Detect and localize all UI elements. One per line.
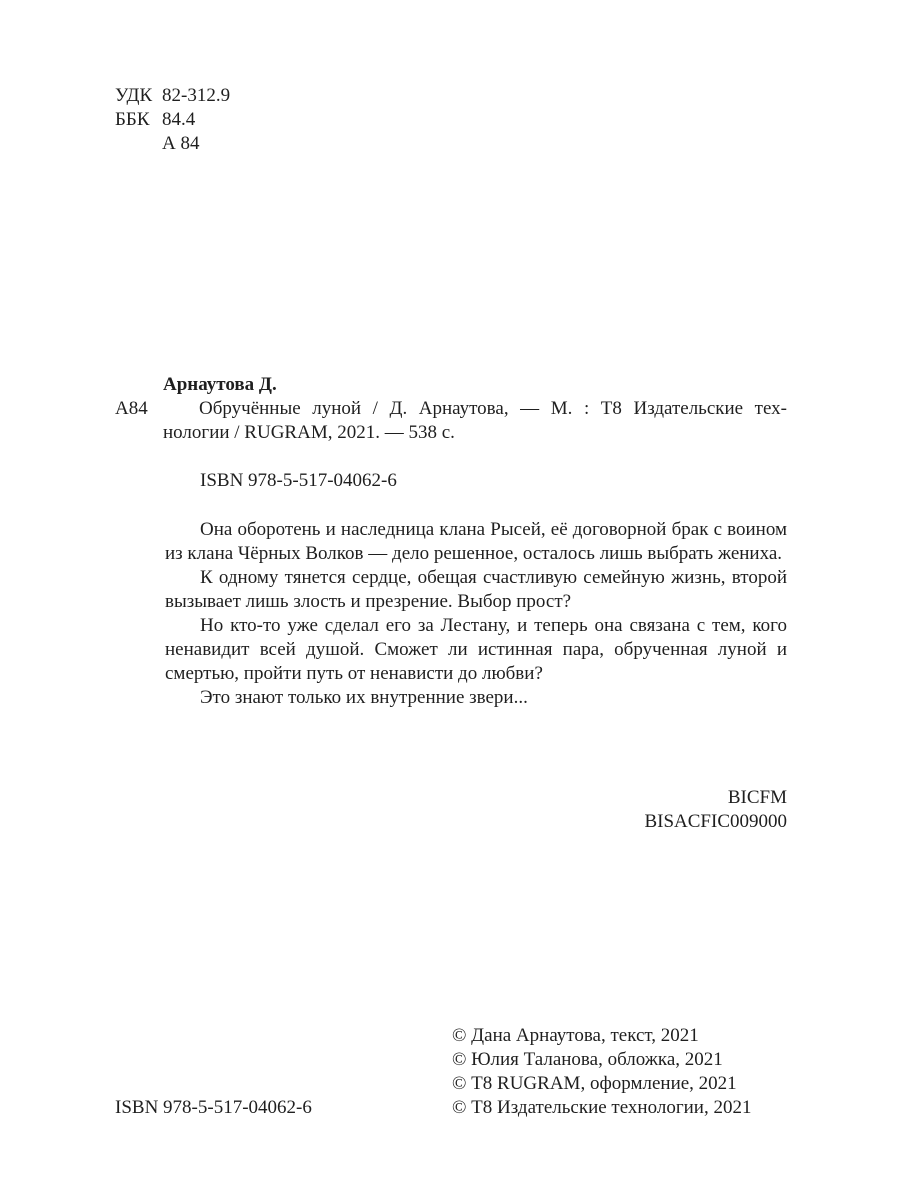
author-mark: А 84	[162, 133, 200, 154]
classification-block	[115, 84, 230, 156]
annotation-paragraph: Она оборотень и наследница клана Рысей, её договорной брак с воином из клана Чёрных Волков — дело решенное, осталось лишь выбрать жениха.	[165, 519, 787, 564]
copyright-line: © Юлия Таланова, обложка, 2021	[452, 1049, 723, 1070]
subject-codes	[644, 786, 787, 834]
copyright-line: © Т8 RUGRAM, оформление, 2021	[452, 1073, 737, 1094]
annotation-paragraph: Это знают только их внутренние звери...	[200, 687, 528, 708]
udk-line	[115, 84, 230, 108]
copyright-block	[452, 1024, 751, 1120]
entry-title-line2: нологии / RUGRAM, 2021. — 538 с.	[163, 422, 455, 443]
cutter-code: А84	[115, 398, 148, 419]
entry-author: Арнаутова Д.	[163, 374, 277, 395]
bic-code: BICFM	[727, 787, 787, 808]
bisac-code: BISACFIC009000	[644, 811, 787, 832]
udk-value: 82-312.9	[162, 85, 231, 106]
bbk-label: ББК	[115, 109, 150, 130]
bbk-value: 84.4	[162, 109, 196, 130]
entry-title-row	[115, 397, 787, 421]
footer-isbn: ISBN 978-5-517-04062-6	[115, 1097, 312, 1118]
copyright-line: © Дана Арнаутова, текст, 2021	[452, 1025, 699, 1046]
udk-label: УДК	[115, 85, 153, 106]
annotation	[165, 518, 787, 710]
annotation-paragraph: Но кто-то уже сделал его за Лестану, и теперь она связана с тем, кого ненавидит всей душой. Сможет ли истинная пара, обрученная луной и смертью, пройти путь от ненависти до любви?	[165, 615, 787, 684]
entry-title-line1: Обручённые луной / Д. Арнаутова, — М. : Т8 Издательские тех-	[199, 398, 787, 419]
copyright-line: © Т8 Издательские технологии, 2021	[452, 1097, 752, 1118]
annotation-paragraph: К одному тянется сердце, обещая счастливую семейную жизнь, второй вызывает лишь злость и презрение. Выбор прост?	[165, 567, 787, 612]
bibliographic-entry	[115, 373, 787, 445]
entry-isbn: ISBN 978-5-517-04062-6	[200, 470, 397, 491]
bbk-line	[115, 108, 230, 132]
